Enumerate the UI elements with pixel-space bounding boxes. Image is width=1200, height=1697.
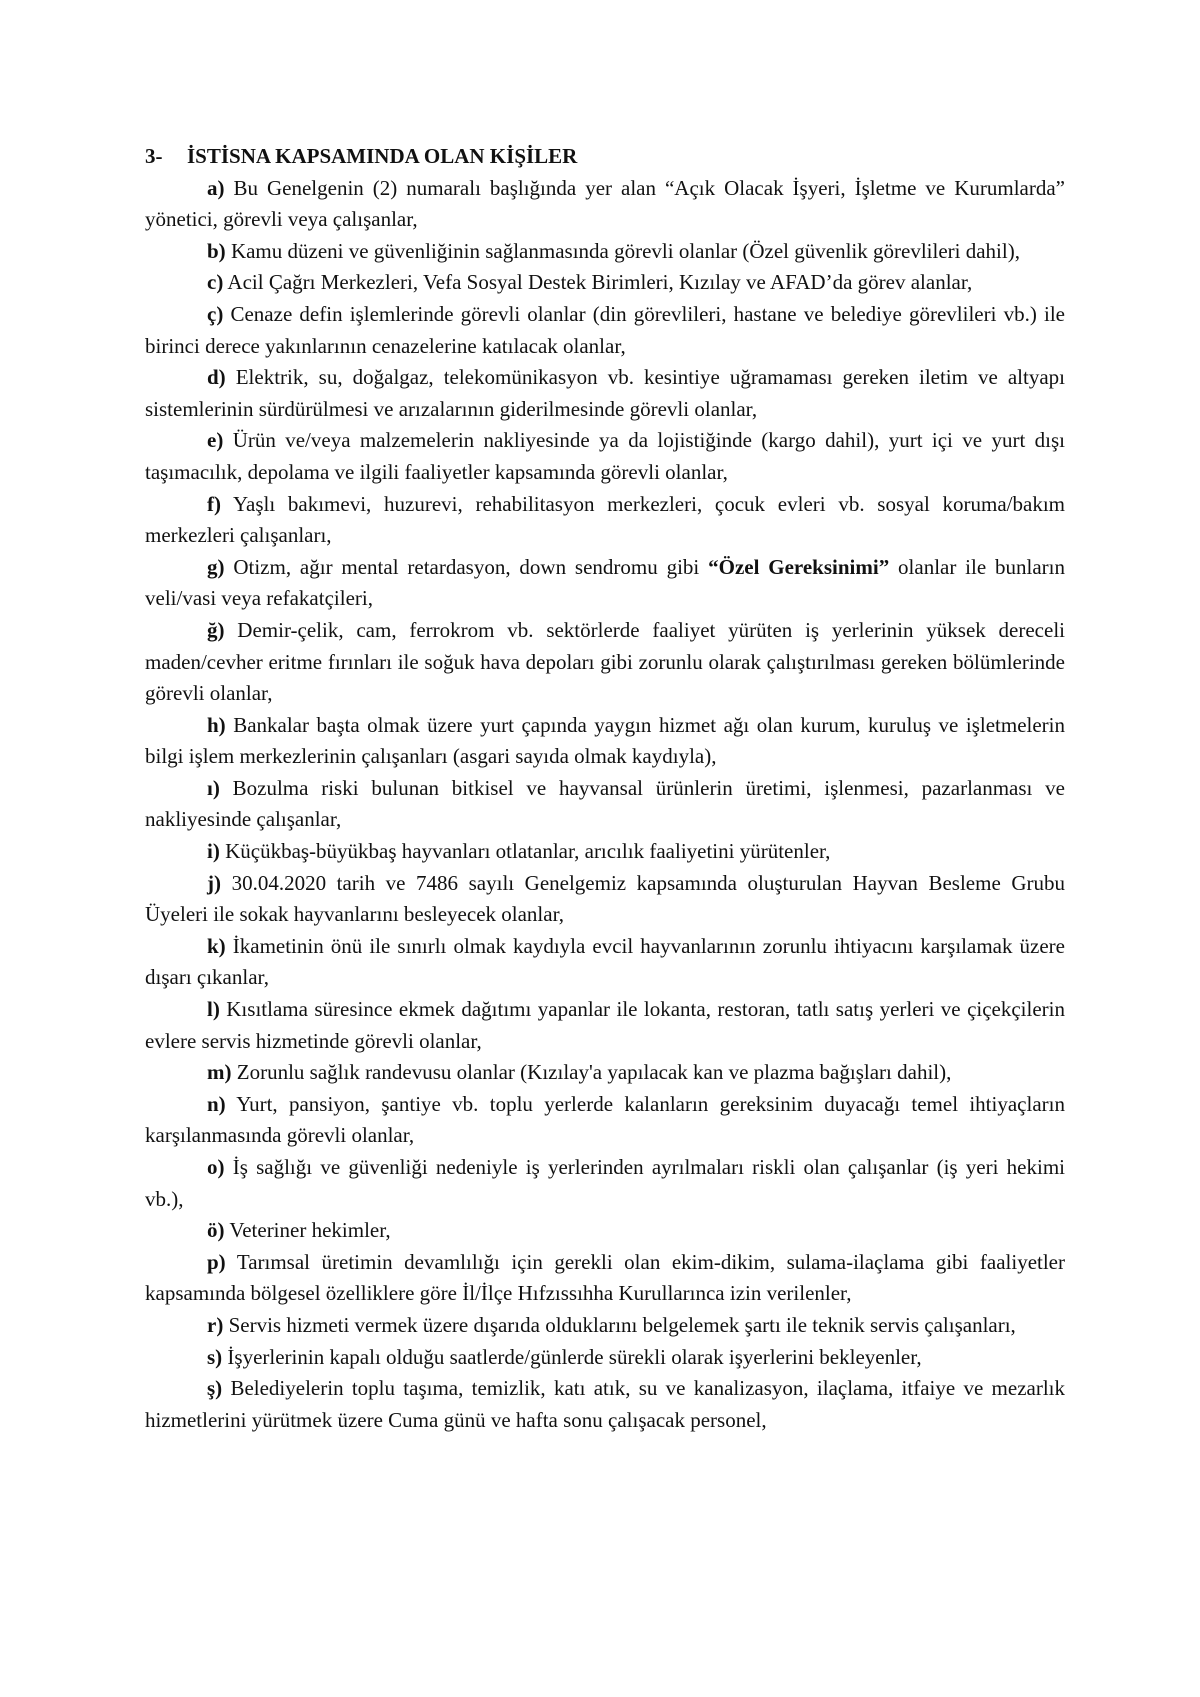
item-text: Tarımsal üretimin devamlılığı için gerekli olan ekim-dikim, sulama-ilaçlama gibi faaliyetler kapsamında bölgesel özelliklere göre İl/İlçe Hıfzıssıhha Kurullarınca izin verilenler, [145, 1249, 1065, 1306]
document-page [145, 141, 1065, 1436]
list-item-e [145, 425, 1065, 488]
item-label: o) [207, 1155, 225, 1179]
item-text: Küçükbaş-büyükbaş hayvanları otlatanlar, arıcılık faaliyetini yürütenler, [225, 839, 831, 864]
item-text-before: Otizm, ağır mental retardasyon, down sendromu gibi [233, 554, 709, 579]
item-bold-text: “Özel Gereksinimi” [708, 554, 890, 579]
item-text: Yaşlı bakımevi, huzurevi, rehabilitasyon merkezleri, çocuk evleri vb. sosyal koruma/bakım merkezleri çalışanları, [145, 491, 1065, 548]
section-number: 3- [145, 144, 163, 168]
item-text: Bankalar başta olmak üzere yurt çapında yaygın hizmet ağı olan kurum, kuruluş ve işletmelerin bilgi işlem merkezlerinin çalışanları (asgari sayıda olmak kaydıyla), [145, 712, 1065, 769]
list-item-k [145, 931, 1065, 994]
item-label: h) [207, 712, 226, 737]
item-label: a) [207, 175, 225, 200]
item-text: Servis hizmeti vermek üzere dışarıda olduklarını belgelemek şartı ile teknik servis çalışanları, [228, 1312, 1016, 1337]
item-text: İkametinin önü ile sınırlı olmak kaydıyla evcil hayvanlarının zorunlu ihtiyacını karşılamak üzere dışarı çıkanlar, [145, 933, 1065, 990]
list-item-s-cedilla [145, 1373, 1065, 1436]
item-text: Cenaze defin işlemlerinde görevli olanlar (din görevlileri, hastane ve belediye görevlileri vb.) ile birinci derece yakınlarının cenazelerine katılacak olanlar, [145, 301, 1065, 358]
list-item-dotless-i [145, 773, 1065, 836]
item-text: İş sağlığı ve güvenliği nedeniyle iş yerlerinden ayrılmaları riskli olan çalışanlar (iş yeri hekimi vb.), [145, 1155, 1065, 1211]
item-text: Belediyelerin toplu taşıma, temizlik, katı atık, su ve kanalizasyon, ilaçlama, itfaiye ve mezarlık hizmetlerini yürütmek üzere Cuma günü ve hafta sonu çalışacak personel, [145, 1376, 1066, 1432]
list-item-g [145, 552, 1065, 615]
list-item-o-umlaut [145, 1215, 1065, 1247]
item-label: e) [207, 428, 224, 453]
item-text: Yurt, pansiyon, şantiye vb. toplu yerlerde kalanların gereksinim duyacağı temel ihtiyaçların karşılanmasında görevli olanlar, [145, 1091, 1065, 1148]
list-item-c [145, 267, 1065, 299]
item-label: l) [207, 997, 220, 1022]
item-text: Ürün ve/veya malzemelerin nakliyesinde ya da lojistiğinde (kargo dahil), yurt içi ve yurt dışı taşımacılık, depolama ve ilgili faaliyetler kapsamında görevli olanlar, [145, 428, 1065, 484]
item-label: g) [207, 554, 225, 579]
item-label: ğ) [207, 617, 225, 642]
item-text: Zorunlu sağlık randevusu olanlar (Kızılay'a yapılacak kan ve plazma bağışları dahil), [236, 1060, 952, 1085]
item-label: ş) [207, 1376, 223, 1401]
item-label: n) [207, 1091, 226, 1116]
item-label: d) [207, 365, 226, 390]
item-text: Elektrik, su, doğalgaz, telekomünikasyon vb. kesintiye uğramaması gereken iletim ve altyapı sistemlerinin sürdürülmesi ve arızalarının giderilmesinde görevli olanlar, [145, 365, 1066, 421]
item-text: Veteriner hekimler, [229, 1218, 391, 1243]
item-label: ö) [207, 1218, 225, 1243]
item-label: ç) [207, 301, 224, 326]
list-item-j [145, 868, 1065, 931]
item-text: İşyerlerinin kapalı olduğu saatlerde/günlerde sürekli olarak işyerlerini bekleyenler, [227, 1344, 922, 1369]
list-item-b [145, 236, 1065, 268]
item-label: j) [207, 870, 221, 895]
list-item-r [145, 1310, 1065, 1342]
item-label: s) [207, 1344, 223, 1369]
item-text: Bu Genelgenin (2) numaralı başlığında yer alan “Açık Olacak İşyeri, İşletme ve Kurumlarda” yönetici, görevli veya çalışanlar, [145, 175, 1066, 232]
item-text: 30.04.2020 tarih ve 7486 sayılı Genelgemiz kapsamında oluşturulan Hayvan Besleme Grubu Üyeleri ile sokak hayvanlarını besleyecek olanlar, [145, 870, 1065, 927]
list-item-l [145, 994, 1065, 1057]
list-item-p [145, 1247, 1065, 1310]
item-text: Demir-çelik, cam, ferrokrom vb. sektörlerde faaliyet yürüten iş yerlerinin yüksek dereceli maden/cevher eritme fırınları ile soğuk hava depoları gibi zorunlu olarak çalıştırılması gereken bölümlerinde görevli olanlar, [145, 617, 1065, 706]
list-item-f [145, 489, 1065, 552]
item-text: Kamu düzeni ve güvenliğinin sağlanmasında görevli olanlar (Özel güvenlik görevlileri dahil), [230, 238, 1020, 263]
item-label: m) [207, 1060, 232, 1085]
list-item-d [145, 362, 1065, 425]
list-item-c-cedilla [145, 299, 1065, 362]
item-label: ı) [207, 775, 220, 800]
item-text: Acil Çağrı Merkezleri, Vefa Sosyal Destek Birimleri, Kızılay ve AFAD’da görev alanlar, [227, 270, 973, 295]
item-label: p) [207, 1249, 226, 1274]
list-item-n [145, 1089, 1065, 1152]
section-title: İSTİSNA KAPSAMINDA OLAN KİŞİLER [187, 144, 578, 168]
list-item-h [145, 710, 1065, 773]
list-item-s [145, 1342, 1065, 1374]
list-item-a [145, 173, 1065, 236]
item-label: r) [207, 1312, 224, 1337]
item-label: c) [207, 270, 224, 295]
item-label: i) [207, 839, 220, 864]
item-text: Bozulma riski bulunan bitkisel ve hayvansal ürünlerin üretimi, işlenmesi, pazarlanması ve nakliyesinde çalışanlar, [145, 775, 1065, 832]
list-item-o [145, 1152, 1065, 1215]
section-heading [145, 141, 1065, 173]
list-item-g-breve [145, 615, 1065, 710]
item-text: Kısıtlama süresince ekmek dağıtımı yapanlar ile lokanta, restoran, tatlı satış yerleri ve çiçekçilerin evlere servis hizmetinde görevli olanlar, [145, 997, 1065, 1053]
item-label: b) [207, 238, 226, 263]
list-item-i [145, 836, 1065, 868]
item-text-after: olanlar ile bunların veli/vasi veya refakatçileri, [145, 554, 1065, 611]
list-item-m [145, 1057, 1065, 1089]
item-label: k) [207, 933, 226, 958]
item-label: f) [207, 491, 221, 516]
